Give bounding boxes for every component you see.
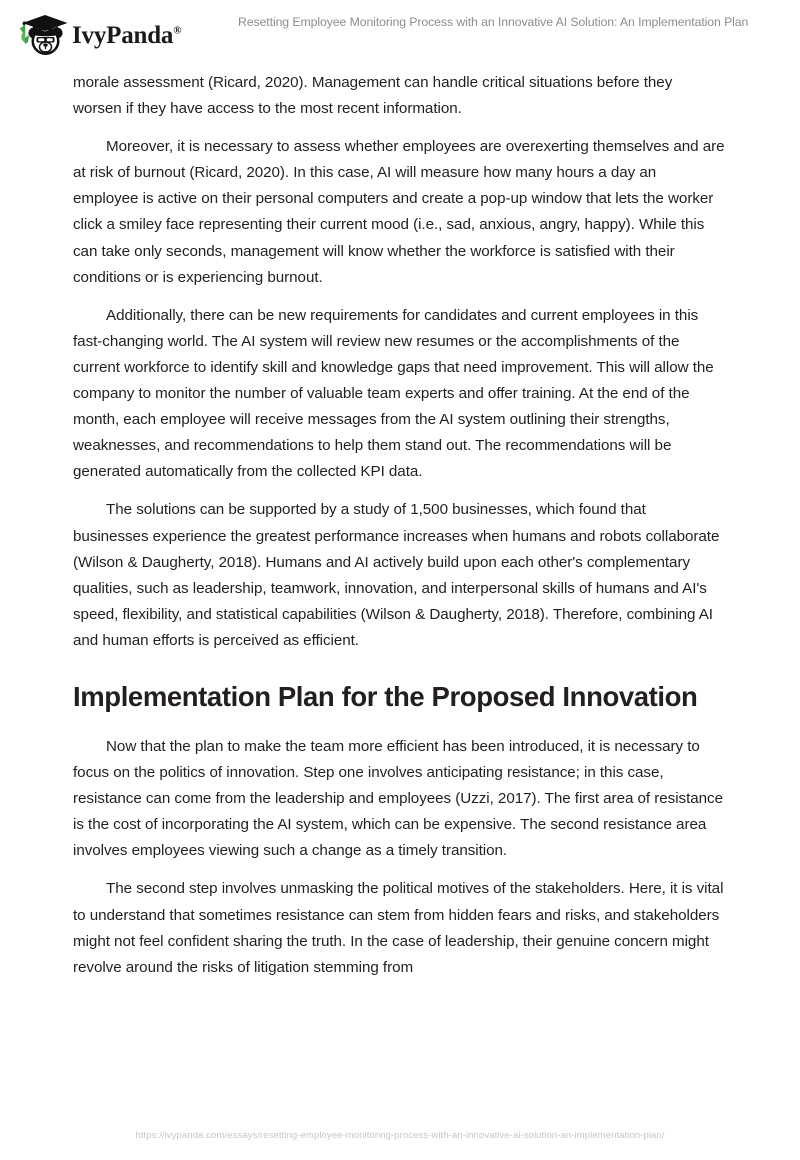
paragraph-study-1500: The solutions can be supported by a study of 1,500 businesses, which found that businesses experience the greatest performance increases when humans and robots collaborate (Wilson & Daugherty, 2018). Humans and AI actively build upon each other's complementary qualities, such as leadership, teamwork, innovation, and interpersonal skills of humans and AI's speed, flexibility, and statistical capabilities (Wilson & Daugherty, 2018). Therefore, combining AI and human efforts is perceived as efficient. xyxy=(73,501,720,649)
brand-logo[interactable] xyxy=(16,12,181,58)
paragraph-overexertion: Moreover, it is necessary to assess whether employees are overexerting themselves and are at risk of burnout (Ricard, 2020). In this case, AI will measure how many hours a day an employee is active on their personal computers and create a pop-up window that lets the worker click a smiley face representing their current mood (i.e., sad, anxious, angry, happy). While this can take only seconds, management will know whether the workforce is satisfied with their conditions or is experiencing burnout. xyxy=(73,138,725,286)
paragraph-second-step: The second step involves unmasking the political motives of the stakeholders. Here, it is vital to understand that sometimes resistance can stem from hidden fears and risks, and stakeholders might not feel confident sharing the truth. In the case of leadership, their genuine concern might revolve around the risks of litigation stemming from xyxy=(73,880,724,976)
paragraph-new-requirements: Additionally, there can be new requirements for candidates and current employees in this fast-changing world. The AI system will review new resumes or the accomplishments of the current workforce to identify skill and knowledge gaps that need improvement. This will allow the company to monitor the number of valuable team experts and offer training. At the end of the month, each employee will receive messages from the AI system outlining their strengths, weaknesses, and recommendations to help them stand out. The recommendations will be generated automatically from the collected KPI data. xyxy=(73,306,714,481)
document-header-title: Resetting Employee Monitoring Process with an Innovative AI Solution: An Implementation Plan xyxy=(238,15,749,29)
page-header xyxy=(0,0,800,66)
paragraph-politics-of-innovation: Now that the plan to make the team more efficient has been introduced, it is necessary to focus on the politics of innovation. Step one involves anticipating resistance; in this case, resistance can come from the leadership and employees (Uzzi, 2017). The first area of resistance is the cost of incorporating the AI system, which can be expensive. The second resistance area involves employees viewing such a change as a timely transition. xyxy=(73,737,723,860)
registered-trademark-icon: ® xyxy=(173,24,182,37)
section-heading-implementation-plan: Implementation Plan for the Proposed Innovation xyxy=(73,680,698,712)
document-content xyxy=(73,70,725,993)
source-url[interactable]: https://ivypanda.com/essays/resetting-employee-monitoring-process-with-an-innovative-ai-solution-an-implementation-plan/ xyxy=(135,1130,665,1141)
panda-graduation-cap-logo-icon xyxy=(16,12,68,58)
paragraph-morale-assessment: morale assessment (Ricard, 2020). Management can handle critical situations before they worsen if they have access to the most recent information. xyxy=(73,74,673,118)
page-footer xyxy=(0,1125,800,1143)
brand-name: IvyPanda® xyxy=(72,21,182,49)
